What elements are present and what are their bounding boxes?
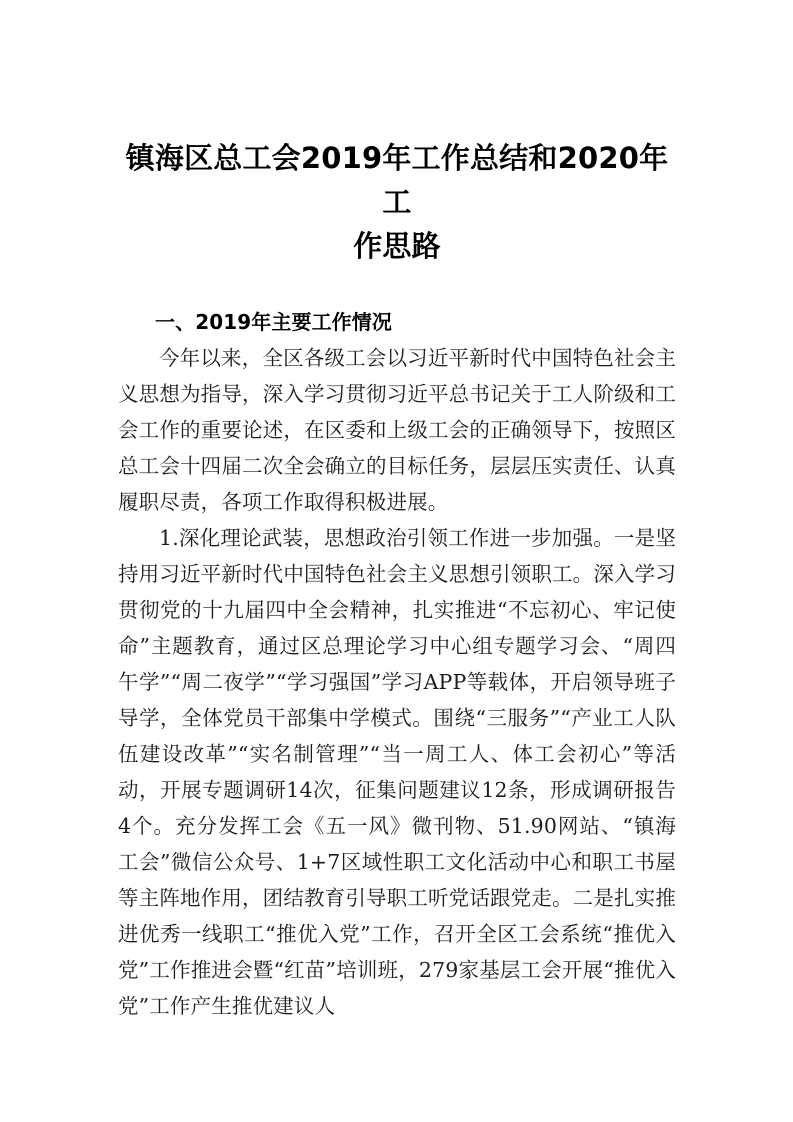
document-title-line-1: 镇海区总工会2019年工作总结和2020年工 — [125, 141, 669, 219]
document-content-area — [118, 0, 676, 1024]
document-title — [118, 0, 676, 268]
paragraph-1: 今年以来，全区各级工会以习近平新时代中国特色社会主义思想为指导，深入学习贯彻习近平总书记关于工人阶级和工会工作的重要论述，在区委和上级工会的正确领导下，按照区总工会十四届二次全会确立的目标任务，层层压实责任、认真履职尽责，各项工作取得积极进展。 — [118, 346, 676, 514]
section-heading-1: 一、2019年主要工作情况 — [155, 310, 392, 334]
paragraph-2: 1.深化理论武装，思想政治引领工作进一步加强。一是坚持用习近平新时代中国特色社会主义思想引领职工。深入学习贯彻党的十九届四中全会精神，扎实推进“不忘初心、牢记使命”主题教育，通过区总理论学习中心组专题学习会、“周四午学”“周二夜学”“学习强国”学习APP等载体，开启领导班子导学，全体党员干部集中学模式。围绕“三服务”“产业工人队伍建设改革”“实名制管理”“当一周工人、体工会初心”等活动，开展专题调研14次，征集问题建议12条，形成调研报告4个。充分发挥工会《五一风》微刊物、51.90网站、“镇海工会”微信公众号、1+7区域性职工文化活动中心和职工书屋等主阵地作用，团结教育引导职工听党话跟党走。二是扎实推进优秀一线职工“推优入党”工作，召开全区工会系统“推优入党”工作推进会暨“红苗”培训班，279家基层工会开展“推优入党”工作产生推优建议人 — [118, 526, 676, 1018]
document-title-line-2: 作思路 — [353, 229, 441, 263]
